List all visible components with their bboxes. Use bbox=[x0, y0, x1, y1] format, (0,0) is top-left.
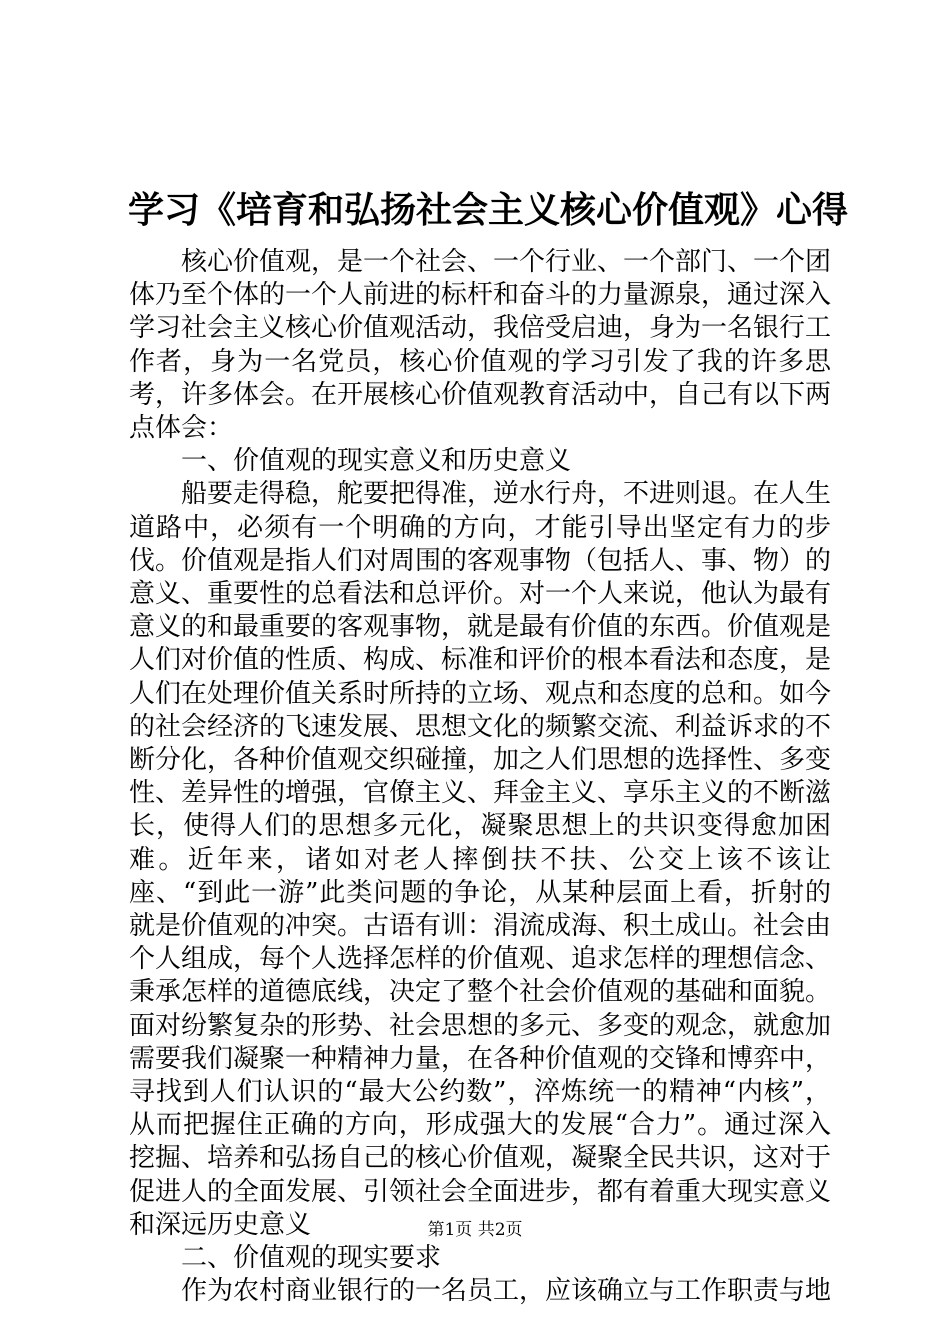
section-heading-1: 一、价值观的现实意义和历史意义 bbox=[181, 446, 572, 477]
section-heading-2: 二、价值观的现实要求 bbox=[181, 1243, 442, 1274]
paragraph-intro: 核心价值观，是一个社会、一个行业、一个部门、一个团体乃至个体的一个人前进的标杆和奋斗的力量源泉，通过深入学习社会主义核心价值观活动，我倍受启迪，身为一名银行工作者，身为一名党员，核心价值观的学习引发了我的许多思考，许多体会。在开展核心价值观教育活动中，自己有以下两点体会： bbox=[129, 247, 832, 444]
paragraph-section-1: 船要走得稳，舵要把得准，逆水行舟，不进则退。在人生道路中，必须有一个明确的方向，才能引导出坚定有力的步伐。价值观是指人们对周围的客观事物（包括人、事、物）的意义、重要性的总看法和总评价。对一个人来说，他认为最有意义的和最重要的客观事物，就是最有价值的东西。价值观是人们对价值的性质、构成、标准和评价的根本看法和态度，是人们在处理价值关系时所持的立场、观点和态度的总和。如今的社会经济的飞速发展、思想文化的频繁交流、利益诉求的不断分化，各种价值观交织碰撞，加之人们思想的选择性、多变性、差异性的增强，官僚主义、拜金主义、享乐主义的不断滋长，使得人们的思想多元化，凝聚思想上的共识变得愈加困难。近年来，诸如对老人摔倒扶不扶、公交上该不该让座、“到此一游”此类问题的争论，从某种层面上看，折射的就是价值观的冲突。古语有训：涓流成海、积土成山。社会由个人组成，每个人选择怎样的价值观、追求怎样的理想信念、秉承怎样的道德底线，决定了整个社会价值观的基础和面貌。面对纷繁复杂的形势、社会思想的多元、多变的观念，就愈加需要我们凝聚一种精神力量，在各种价值观的交锋和博弈中，寻找到人们认识的“最大公约数”，淬炼统一的精神“内核”，从而把握住正确的方向，形成强大的发展“合力”。通过深入挖掘、培养和弘扬自己的核心价值观，凝聚全民共识，这对于促进人的全面发展、引领社会全面进步，都有着重大现实意义和深远历史意义 bbox=[129, 479, 832, 1240]
page-number-footer: 第1页 共2页 bbox=[427, 1220, 523, 1240]
document-body bbox=[129, 246, 831, 1309]
document-title: 学习《培育和弘扬社会主义核心价值观》心得 bbox=[128, 189, 849, 231]
paragraph-section-2: 作为农村商业银行的一名员工，应该确立与工作职责与地 bbox=[181, 1276, 832, 1307]
